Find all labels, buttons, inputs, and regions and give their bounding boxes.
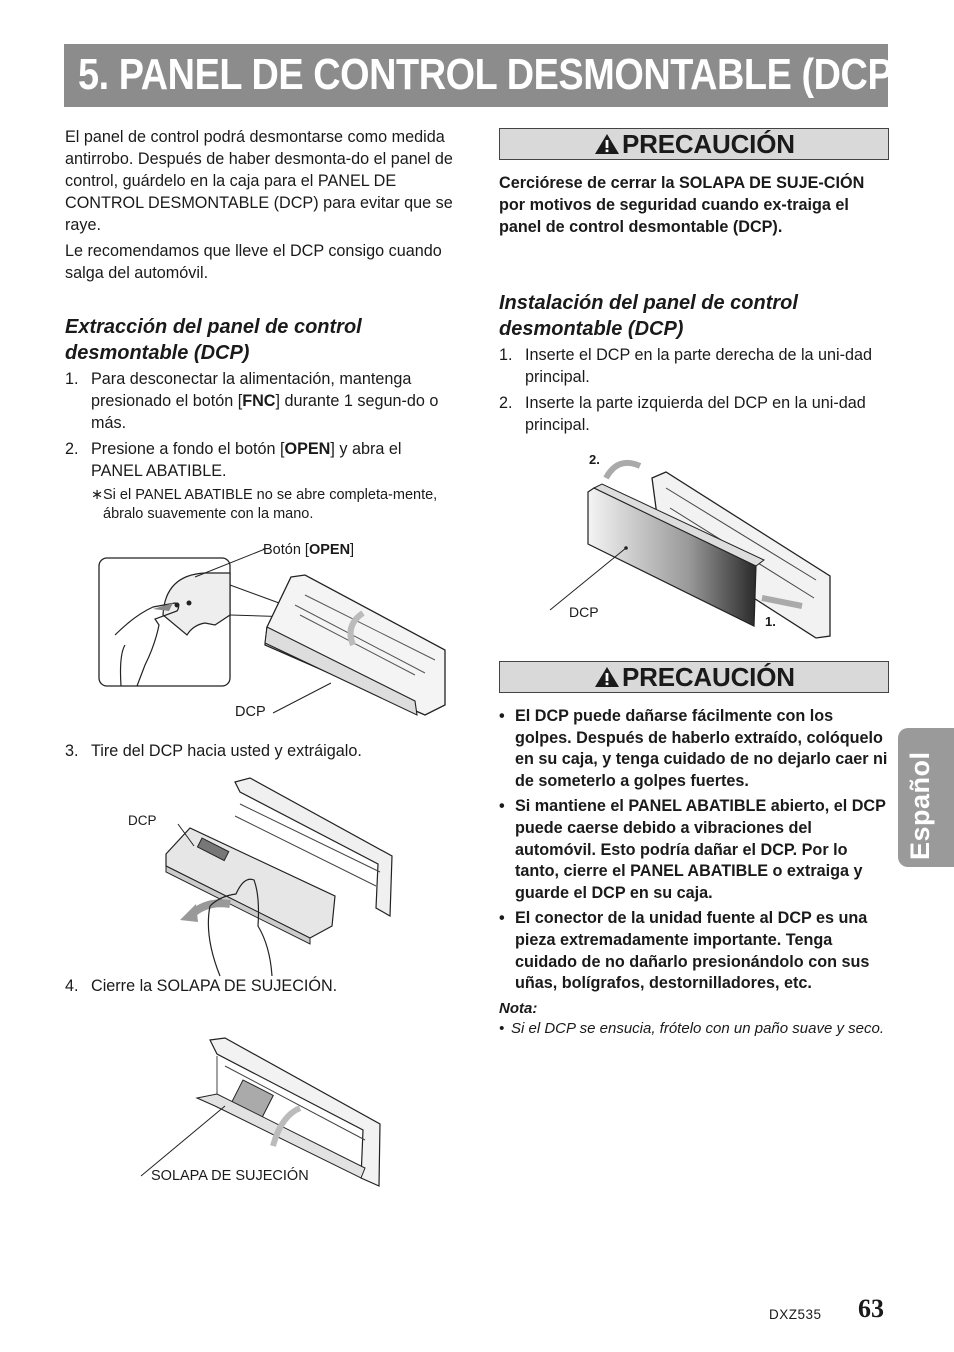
step-2 xyxy=(65,438,451,482)
step-4-item xyxy=(65,975,457,997)
step-text: ] y abra el PANEL ABATIBLE. xyxy=(91,440,402,480)
step-2-note xyxy=(65,486,451,524)
open-button-illustration xyxy=(95,555,455,725)
pull-dcp-illustration xyxy=(150,776,400,976)
page-number: 63 xyxy=(858,1294,884,1323)
caution-text: Cerciórese de cerrar la SOLAPA DE SUJE-CIÓN por motivos de seguridad cuando ex-traiga el panel de control desmontable (DCP). xyxy=(499,174,865,236)
intro-paragraph-2: Le recomendamos que lleve el DCP consigo cuando salga del automóvil. xyxy=(65,242,442,282)
caution-header xyxy=(594,129,795,159)
intro-block xyxy=(65,126,457,284)
caution-header xyxy=(594,662,795,692)
dcp-leader-dot xyxy=(624,546,628,550)
caution-bullet xyxy=(499,796,891,904)
dcp-callout: DCP xyxy=(235,704,266,720)
solapa-leader xyxy=(141,1106,225,1176)
step-1 xyxy=(65,368,451,434)
extraction-heading xyxy=(65,314,457,366)
caution-bullet xyxy=(499,706,891,792)
caution-2-bullets xyxy=(499,706,891,1038)
caution-1-text xyxy=(499,172,879,238)
nota-text: Si el DCP se ensucia, frótelo con un paño suave y seco. xyxy=(511,1019,884,1037)
step-text: Inserte la parte izquierda del DCP en la uni-dad principal. xyxy=(525,394,866,434)
caution-label: PRECAUCIÓN xyxy=(622,129,795,159)
step-number: 3. xyxy=(65,742,79,760)
bullet-text: Si mantiene el PANEL ABATIBLE abierto, el DCP puede caerse debido a vibraciones del automóvil. Esto podría dañar el DCP. Por lo tanto, cierre el PANEL ABATIBLE o extraiga y guarde el DCP en su caja. xyxy=(515,797,886,902)
dcp-callout-3: DCP xyxy=(569,604,599,620)
bullet-dot: • xyxy=(499,1019,505,1037)
installation-heading xyxy=(499,290,889,342)
nota-item xyxy=(499,1019,891,1038)
step-3 xyxy=(65,740,457,766)
warning-triangle-icon xyxy=(594,133,620,155)
dcp-leader xyxy=(273,683,331,713)
bullet-dot: • xyxy=(499,707,505,725)
step-text: ] durante 1 segun-do o más. xyxy=(91,392,439,432)
step-2-arrow xyxy=(606,463,640,478)
step-4 xyxy=(65,975,457,1001)
dcp-leader xyxy=(550,548,626,610)
install-step-2 xyxy=(499,392,889,436)
language-tab xyxy=(898,728,954,867)
step-number: 2. xyxy=(65,440,79,458)
step-text: Para desconectar la alimentación, mantenga presionado el botón [ xyxy=(91,370,412,410)
callout-text: ] xyxy=(350,542,355,558)
fig-step-2: 2. xyxy=(589,452,600,467)
install-step-1 xyxy=(499,344,889,388)
caution-box-1 xyxy=(499,128,889,160)
extraction-steps xyxy=(65,368,451,524)
callout-open-text: OPEN xyxy=(308,542,351,558)
step-text: Tire del DCP hacia usted y extráigalo. xyxy=(91,742,362,760)
installation-heading-text: Instalación del panel de control desmontable (DCP) xyxy=(499,292,798,340)
solapa-callout: SOLAPA DE SUJECIÓN xyxy=(151,1168,309,1184)
note-text: Si el PANEL ABATIBLE no se abre completa-mente, ábralo suavemente con la mano. xyxy=(103,487,438,522)
step-number: 1. xyxy=(499,346,513,364)
step-text: Inserte el DCP en la parte derecha de la uni-dad principal. xyxy=(525,346,873,386)
callout-text: Botón [ xyxy=(263,542,309,558)
bullet-text: El DCP puede dañarse fácilmente con los golpes. Después de haberlo extraído, colóquelo en su caja, y tenga cuidado de no dejarlo caer ni de someterlo a golpes fuertes. xyxy=(515,707,888,790)
language-tab-label: Español xyxy=(905,751,935,860)
open-button-dot xyxy=(175,603,180,608)
fnc-key-label: FNC xyxy=(242,392,276,410)
title-bar xyxy=(64,44,905,107)
step-number: 2. xyxy=(499,394,513,412)
caution-bullet xyxy=(499,908,891,994)
dcp-callout-2: DCP xyxy=(128,813,157,828)
pull-arrowhead xyxy=(180,904,198,922)
page-title: 5. PANEL DE CONTROL DESMONTABLE (DCP) xyxy=(78,50,905,99)
bullet-dot: • xyxy=(499,909,505,928)
step-text: Presione a fondo el botón [ xyxy=(91,440,285,458)
fnc-button-dot xyxy=(187,601,192,606)
model-number: DXZ535 xyxy=(769,1307,822,1322)
bullet-text: El conector de la unidad fuente al DCP es una pieza extremadamente importante. Tenga cuidado de no dañarlo presionándolo con sus uñas, bolígrafos, destornilladores, etc. xyxy=(515,909,870,993)
open-button-callout xyxy=(263,542,354,558)
extraction-heading-text: Extracción del panel de control desmontable (DCP) xyxy=(65,316,362,364)
bullet-dot: • xyxy=(499,797,505,816)
step-number: 4. xyxy=(65,977,79,995)
open-key-label: OPEN xyxy=(284,440,331,458)
step-number: 1. xyxy=(65,370,79,388)
warning-triangle-icon xyxy=(594,666,620,688)
caution-label: PRECAUCIÓN xyxy=(622,662,795,692)
step-text: Cierre la SOLAPA DE SUJECIÓN. xyxy=(91,977,338,995)
caution-box-2 xyxy=(499,661,889,693)
fig-step-1: 1. xyxy=(765,614,776,629)
step-3-item xyxy=(65,740,457,762)
intro-paragraph-1: El panel de control podrá desmontarse como medida antirrobo. Después de haber desmonta-do el panel de control, guárdelo en la caja para el PANEL DE CONTROL DESMONTABLE (DCP) para evitar que se raye. xyxy=(65,128,453,234)
installation-steps xyxy=(499,344,889,440)
nota-heading: Nota: xyxy=(499,999,538,1017)
asterisk: ∗ xyxy=(91,487,104,503)
